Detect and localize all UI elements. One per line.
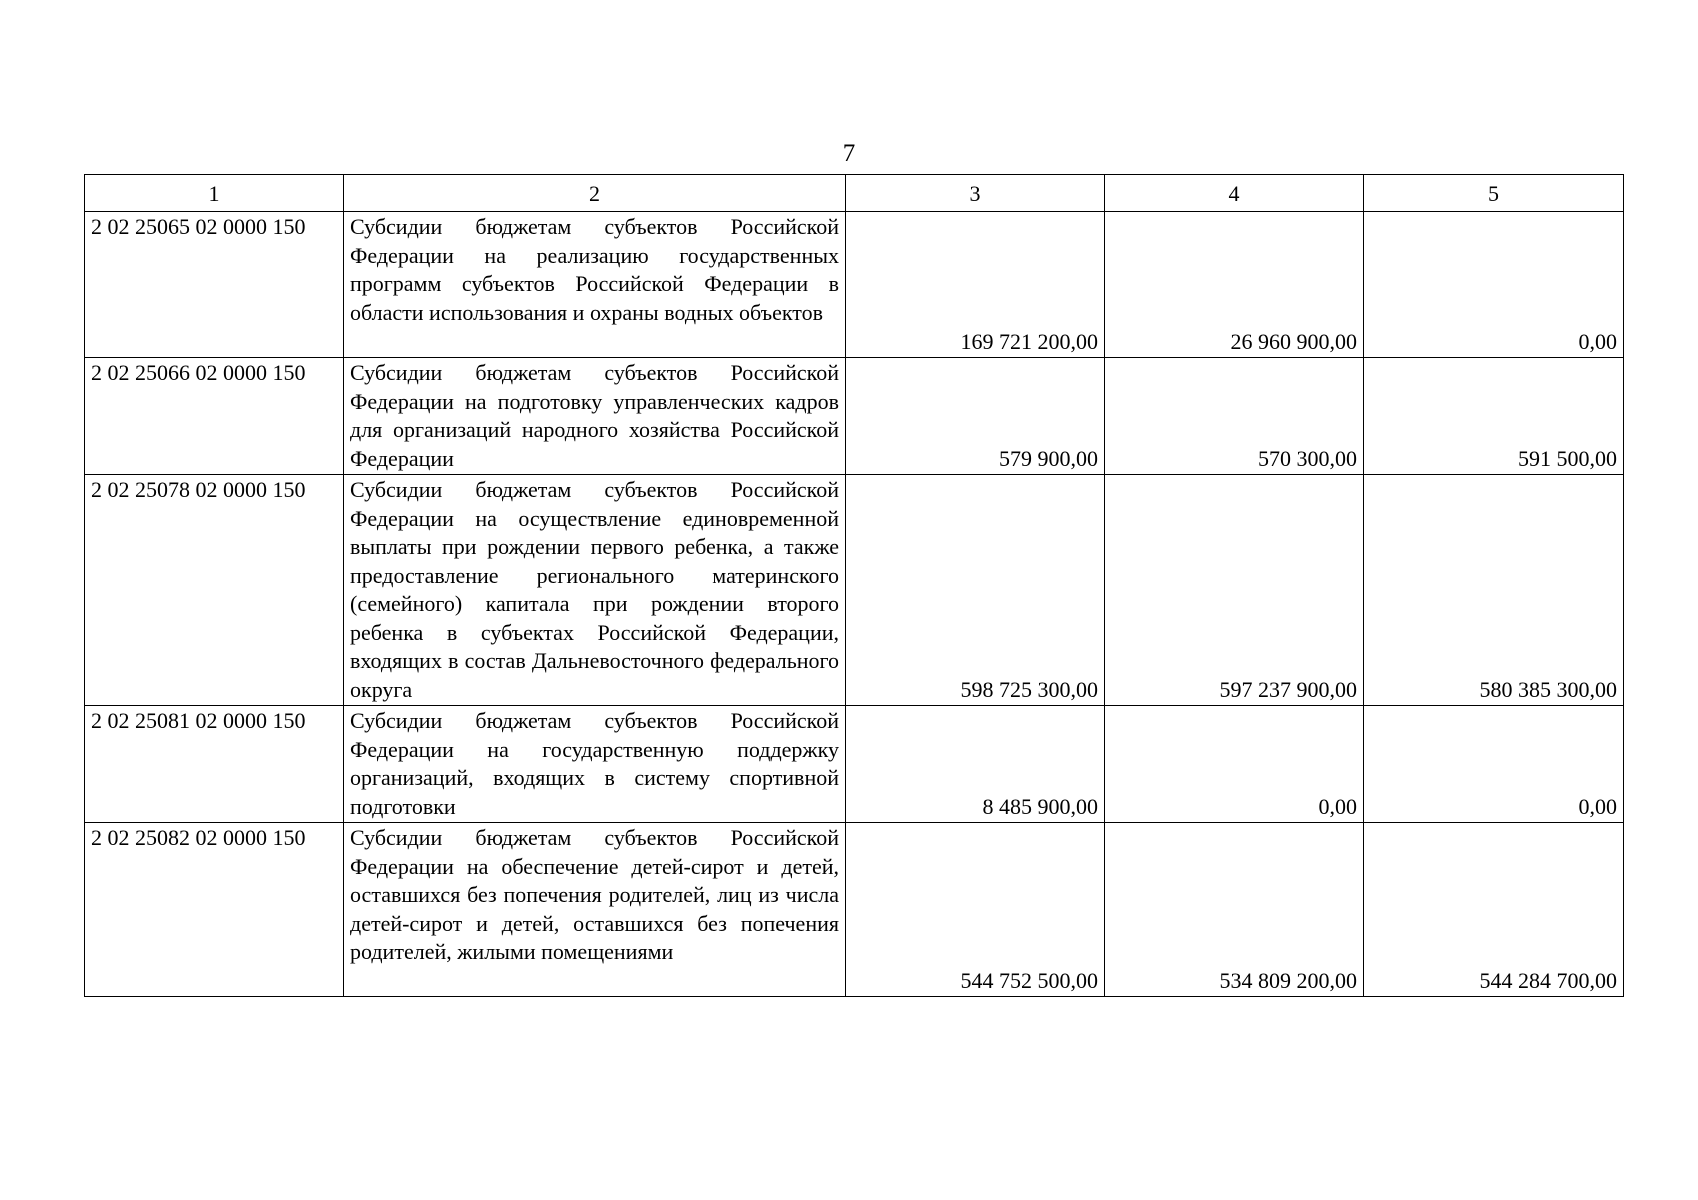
column-header-1: 1 (85, 175, 344, 212)
amount-col5-cell: 0,00 (1364, 212, 1624, 358)
table-row (85, 212, 1624, 358)
budget-code-cell: 2 02 25078 02 0000 150 (85, 475, 344, 706)
description-cell: Субсидии бюджетам субъектов Российской Федерации на осуществление единовременной выплаты при рождении первого ребенка, а также предоставление регионального материнского (семейного) капитала при рождении второго ребенка в субъектах Российской Федерации, входящих в состав Дальневосточного федерального округа (344, 475, 846, 706)
table-row (85, 358, 1624, 475)
description-cell: Субсидии бюджетам субъектов Российской Федерации на реализацию государственных программ субъектов Российской Федерации в области использования и охраны водных объектов (344, 212, 846, 358)
column-header-3: 3 (846, 175, 1105, 212)
amount-col4-cell: 597 237 900,00 (1105, 475, 1364, 706)
budget-code-cell: 2 02 25081 02 0000 150 (85, 706, 344, 823)
amount-col4-cell: 570 300,00 (1105, 358, 1364, 475)
description-cell: Субсидии бюджетам субъектов Российской Федерации на обеспечение детей-сирот и детей, оставшихся без попечения родителей, лиц из числа детей-сирот и детей, оставшихся без попечения родителей, жилыми помещениями (344, 823, 846, 997)
amount-col5-cell: 544 284 700,00 (1364, 823, 1624, 997)
description-cell: Субсидии бюджетам субъектов Российской Федерации на подготовку управленческих кадров для организаций народного хозяйства Российской Федерации (344, 358, 846, 475)
amount-col4-cell: 0,00 (1105, 706, 1364, 823)
table-row (85, 475, 1624, 706)
amount-col3-cell: 598 725 300,00 (846, 475, 1105, 706)
amount-col3-cell: 544 752 500,00 (846, 823, 1105, 997)
table-row (85, 823, 1624, 997)
amount-col3-cell: 579 900,00 (846, 358, 1105, 475)
column-header-2: 2 (344, 175, 846, 212)
amount-col3-cell: 8 485 900,00 (846, 706, 1105, 823)
budget-code-cell: 2 02 25065 02 0000 150 (85, 212, 344, 358)
description-cell: Субсидии бюджетам субъектов Российской Федерации на государственную поддержку организаций, входящих в систему спортивной подготовки (344, 706, 846, 823)
budget-code-cell: 2 02 25082 02 0000 150 (85, 823, 344, 997)
header-row (85, 175, 1624, 212)
column-header-5: 5 (1364, 175, 1624, 212)
amount-col3-cell: 169 721 200,00 (846, 212, 1105, 358)
page-number: 7 (842, 140, 856, 167)
budget-table (84, 174, 1624, 997)
amount-col4-cell: 26 960 900,00 (1105, 212, 1364, 358)
amount-col4-cell: 534 809 200,00 (1105, 823, 1364, 997)
amount-col5-cell: 0,00 (1364, 706, 1624, 823)
amount-col5-cell: 580 385 300,00 (1364, 475, 1624, 706)
amount-col5-cell: 591 500,00 (1364, 358, 1624, 475)
budget-code-cell: 2 02 25066 02 0000 150 (85, 358, 344, 475)
column-header-4: 4 (1105, 175, 1364, 212)
table-row (85, 706, 1624, 823)
